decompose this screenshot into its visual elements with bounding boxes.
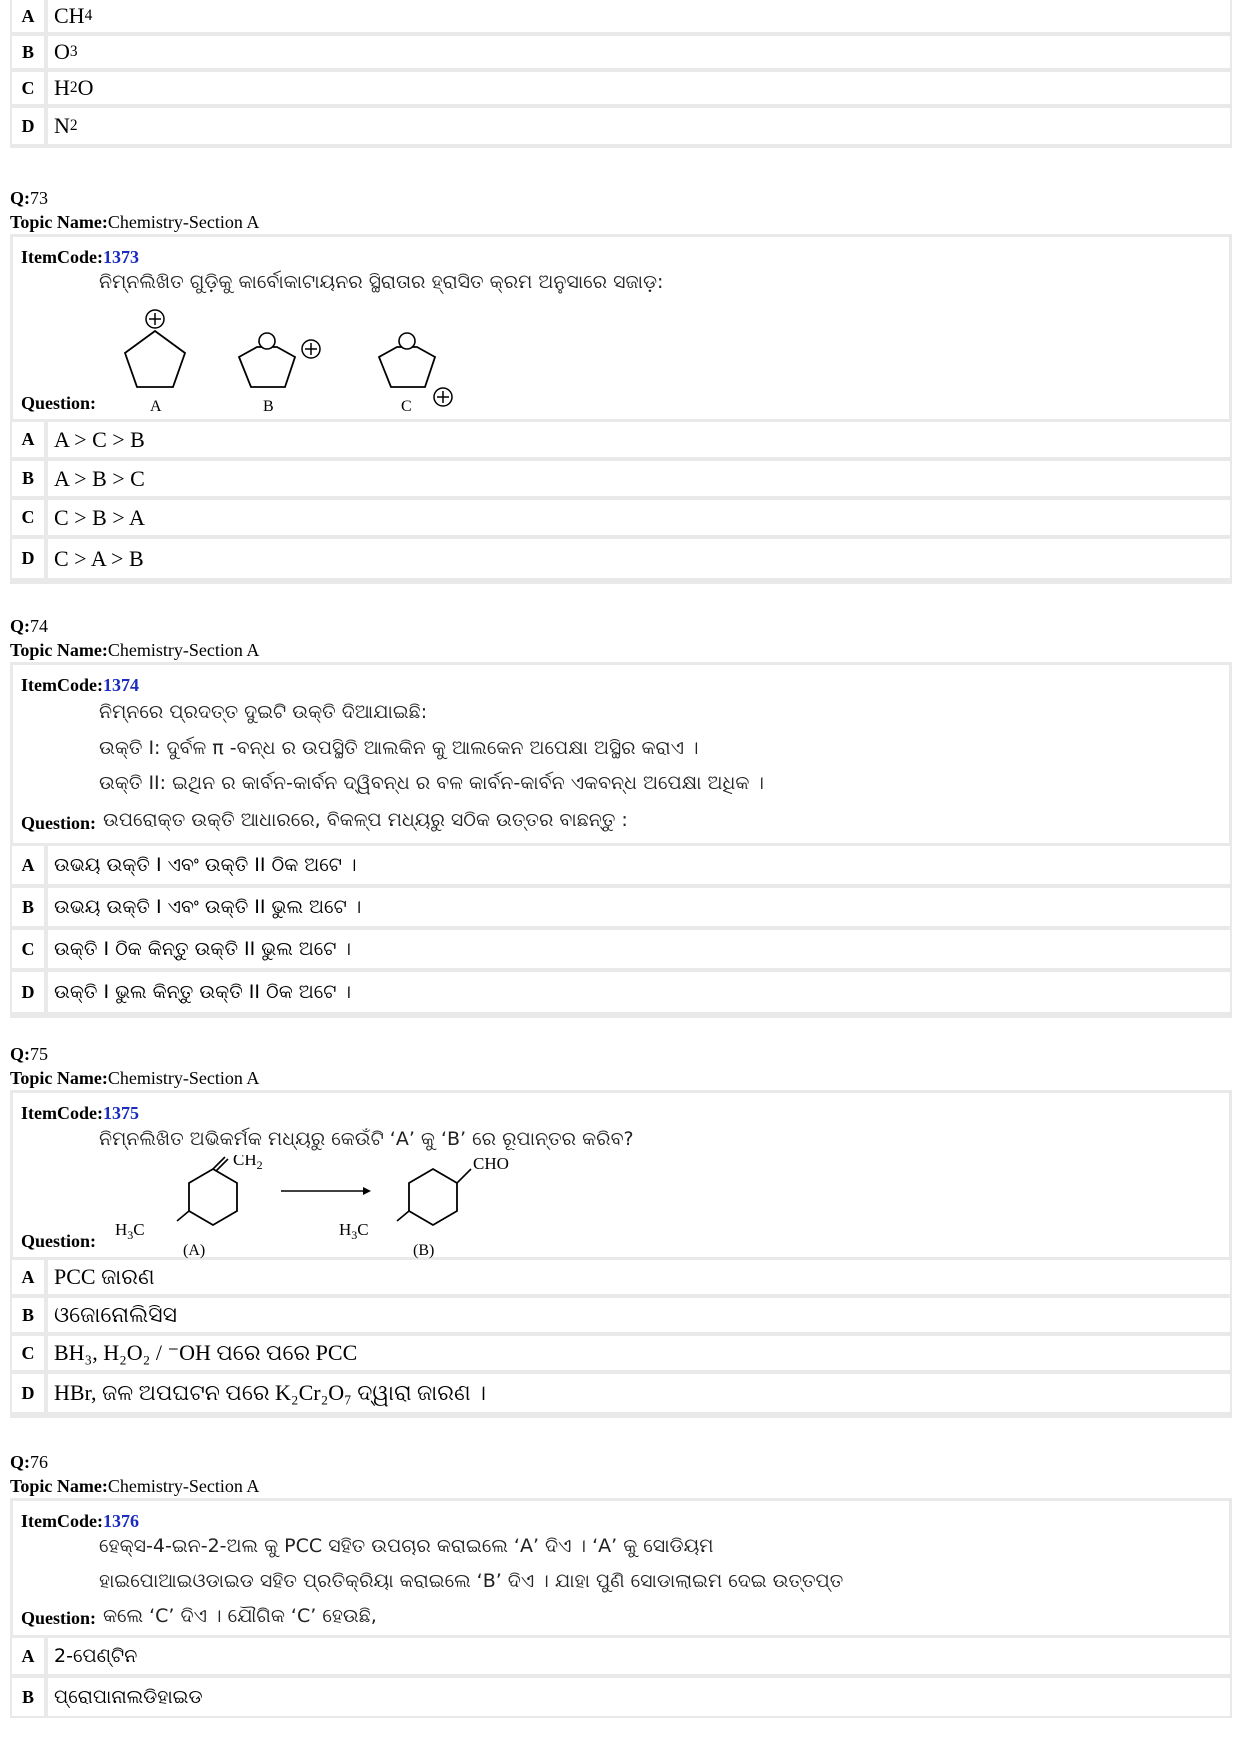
structure-b (239, 333, 320, 415)
q76-line-3: କଲେ ‘C’ ଦିଏ । ଯୌଗିକ ‘C’ ହେଉଛି, (103, 1605, 377, 1627)
q76-line-1: ହେକ୍ସ-4-ଇନ-2-ଅଲ କୁ PCC ସହିତ ଉପଚାର କରାଇଲେ ‘A’ ଦିଏ । ‘A’ କୁ ସୋଡିୟମ (99, 1535, 714, 1557)
q72-option-a[interactable]: A CH 4 (12, 0, 1230, 32)
q74-option-d[interactable]: D ଉକ୍ତି I ଭୁଲ କିନ୍ତୁ ଉକ୍ତି II ଠିକ ଅଟେ । (12, 972, 1230, 1012)
q75-question-box (10, 1090, 1232, 1260)
q76-item-code: ItemCode:1376 (21, 1511, 139, 1531)
q76-question-box (10, 1498, 1232, 1638)
q75-option-d[interactable]: D HBr, ଜଳ ଅପଘଟନ ପରେ K₂Cr₂O₇ ଦ୍ୱାରା ଜାରଣ । (12, 1374, 1230, 1412)
q74-option-a[interactable]: A ଉଭୟ ଉକ୍ତି I ଏବଂ ଉକ୍ତି II ଠିକ ଅଟେ । (12, 846, 1230, 884)
svg-text:B: B (263, 398, 274, 415)
q73-question-text: ନିମ୍ନଲିଖିତ ଗୁଡ଼ିକୁ କାର୍ବୋକାଟାୟନର ସ୍ଥିରାତାର ହ୍ରାସିତ କ୍ରମ ଅନୁସାରେ ସଜାଡ଼: (99, 271, 664, 293)
q72-option-c[interactable]: C H 2 O (12, 72, 1230, 104)
q74-option-c[interactable]: C ଉକ୍ତି I ଠିକ କିନ୍ତୁ ଉକ୍ତି II ଭୁଲ ଅଟେ । (12, 930, 1230, 968)
q73-structures (103, 299, 503, 419)
q73-header: Q:73 Topic Name:Chemistry-Section A (10, 188, 260, 232)
svg-text:CHO: CHO (473, 1155, 509, 1173)
svg-text:A: A (150, 398, 162, 415)
q75-item-code: ItemCode:1375 (21, 1103, 139, 1123)
q75-question-text: ନିମ୍ନଲିଖିତ ଅଭିକର୍ମକ ମଧ୍ୟରୁ କେଉଁଟି ‘A’ କୁ ‘B’ ରେ ରୂପାନ୍ତର କରିବ? (99, 1128, 634, 1150)
svg-text:H3C: $H_3C$ (339, 1220, 369, 1242)
q73-question-label: Question: (21, 393, 97, 413)
svg-text:CH2: $CH_2$ (233, 1155, 263, 1172)
q75-option-b[interactable]: B ଓଜୋନୋଲିସିସ (12, 1298, 1230, 1332)
q73-option-c[interactable]: C C > B > A (12, 500, 1230, 535)
q72-options (10, 0, 1232, 148)
q76-header: Q:76 Topic Name:Chemistry-Section A (10, 1452, 260, 1496)
q74-line-1: ନିମ୍ନରେ ପ୍ରଦତ୍ତ ଦୁଇଟି ଉକ୍ତି ଦିଆଯାଇଛି: (99, 701, 428, 723)
structure-a (125, 310, 185, 415)
structure-c (379, 333, 452, 415)
q75-option-a[interactable]: A PCC ଜାରଣ (12, 1260, 1230, 1294)
q76-option-b[interactable]: B ପ୍ରୋପାନାଲଡିହାଇଡ (12, 1678, 1230, 1716)
q74-option-b[interactable]: B ଉଭୟ ଉକ୍ତି I ଏବଂ ଉକ୍ତି II ଭୁଲ ଅଟେ । (12, 888, 1230, 926)
q73-option-d[interactable]: D C > A > B (12, 539, 1230, 578)
q76-question-label: Question: (21, 1608, 97, 1628)
q75-question-label: Question: (21, 1231, 97, 1251)
q74-options (10, 846, 1232, 1018)
q75-option-c[interactable]: C BH₃, H₂O₂ / ⁻OH ପରେ ପରେ PCC (12, 1336, 1230, 1370)
q75-reaction (93, 1155, 553, 1259)
q76-line-2: ହାଇପୋଆଇଓଡାଇଡ ସହିତ ପ୍ରତିକ୍ରିୟା କରାଇଲେ ‘B’ ଦିଏ । ଯାହା ପୁଣି ସୋଡାଲାଇମ ଦେଇ ଉତ୍ତପ୍ତ (99, 1570, 844, 1592)
q74-question-box (10, 662, 1232, 846)
q74-line-2: ଉକ୍ତି I: ଦୁର୍ବଳ π -ବନ୍ଧ ର ଉପସ୍ଥିତି ଆଲକିନ କୁ ଆଲକେନ ଅପେକ୍ଷା ଅସ୍ଥିର କରାଏ । (99, 737, 699, 759)
q73-option-a[interactable]: A A > C > B (12, 422, 1230, 457)
q73-options (10, 422, 1232, 584)
svg-text:C: C (401, 398, 412, 415)
q73-option-b[interactable]: B A > B > C (12, 461, 1230, 496)
svg-text:(A): (A) (183, 1242, 206, 1259)
q76-options (10, 1638, 1232, 1718)
q72-option-d[interactable]: D N 2 (12, 108, 1230, 144)
q73-item-code: ItemCode:1373 (21, 247, 139, 267)
q74-question-label: Question: (21, 813, 97, 833)
q74-line-4: ଉପରୋକ୍ତ ଉକ୍ତି ଆଧାରରେ, ବିକଳ୍ପ ମଧ୍ୟରୁ ସଠିକ ଉତ୍ତର ବାଛନ୍ତୁ : (103, 809, 628, 831)
q74-header: Q:74 Topic Name:Chemistry-Section A (10, 616, 260, 660)
q76-option-a[interactable]: A 2-ପେଣ୍ଟିନ (12, 1638, 1230, 1674)
q74-item-code: ItemCode:1374 (21, 675, 139, 695)
svg-text:H3C: $H_3C$ (115, 1220, 145, 1242)
svg-text:(B): (B) (413, 1242, 435, 1259)
q75-options (10, 1260, 1232, 1418)
q74-line-3: ଉକ୍ତି II: ଇଥିନ ର କାର୍ବନ-କାର୍ବନ ଦ୍ୱିବନ୍ଧ ର ବଳ କାର୍ବନ-କାର୍ବନ ଏକବନ୍ଧ ଅପେକ୍ଷା ଅଧିକ । (99, 772, 764, 794)
q73-question-box (10, 234, 1232, 422)
q72-option-b[interactable]: B O 3 (12, 36, 1230, 68)
q75-header: Q:75 Topic Name:Chemistry-Section A (10, 1044, 260, 1088)
